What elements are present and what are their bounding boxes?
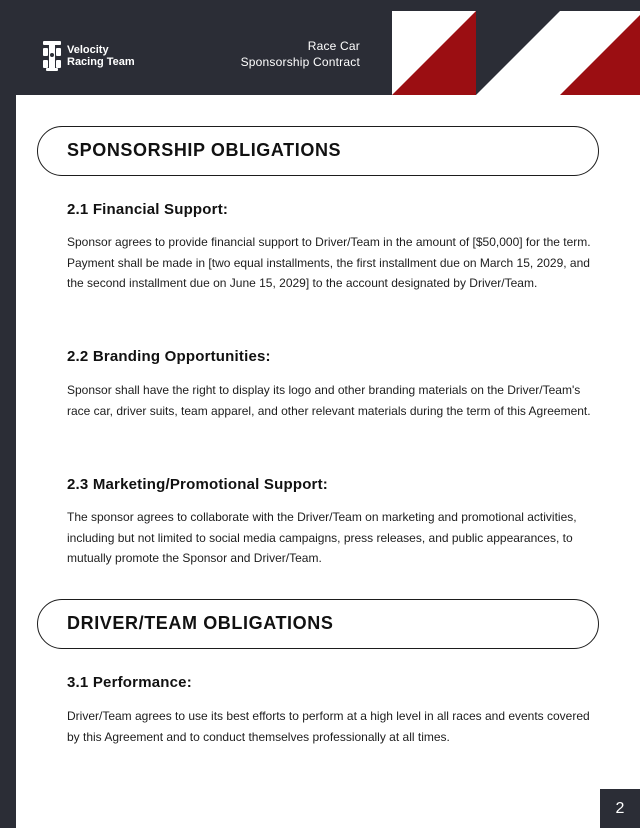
race-car-icon	[42, 40, 62, 72]
clause-heading-2-1: 2.1 Financial Support:	[67, 201, 229, 218]
clause-heading-2-2: 2.2 Branding Opportunities:	[67, 348, 271, 365]
clause-text-2-3: The sponsor agrees to collaborate with the Driver/Team on marketing and promotional activities, including but not limited to social media campaigns, press releases, and public appearances, to mutually promote the Sponsor and Driver/Team.	[67, 510, 577, 565]
section-heading-driver-team	[37, 599, 599, 649]
clause-text-3-1: Driver/Team agrees to use its best efforts to perform at a high level in all races and events covered by this Agreement and to conduct themselves professionally at all times.	[67, 709, 590, 744]
section-heading-sponsorship	[37, 126, 599, 176]
clause-text-2-2: Sponsor shall have the right to display its logo and other branding materials on the Driver/Team's race car, driver suits, team apparel, and other relevant materials during the term of this Agreement.	[67, 383, 591, 418]
brand-logo	[42, 40, 135, 72]
document-title-line2: Sponsorship Contract	[240, 55, 360, 69]
checkered-flag-graphic	[392, 11, 640, 95]
document-title-line1: Race Car	[307, 39, 360, 53]
page-content	[16, 95, 640, 828]
brand-name	[67, 44, 135, 68]
clause-heading-3-1: 3.1 Performance:	[67, 674, 192, 691]
clause-text-2-1: Sponsor agrees to provide financial support to Driver/Team in the amount of [$50,000] for the term. Payment shall be made in [two equal installments, the first installment due on March 15, 2029, and the second installment due on June 15, 2029] to the account designated by Driver/Team.	[67, 235, 591, 290]
brand-name-line1: Velocity	[67, 44, 109, 56]
page-number: 2	[600, 789, 640, 828]
section-title: DRIVER/TEAM OBLIGATIONS	[67, 613, 334, 633]
header	[0, 0, 640, 95]
clause-heading-2-3: 2.3 Marketing/Promotional Support:	[67, 476, 328, 493]
brand-name-line2: Racing Team	[67, 56, 135, 68]
document-title	[241, 38, 360, 70]
section-title: SPONSORSHIP OBLIGATIONS	[67, 140, 342, 160]
